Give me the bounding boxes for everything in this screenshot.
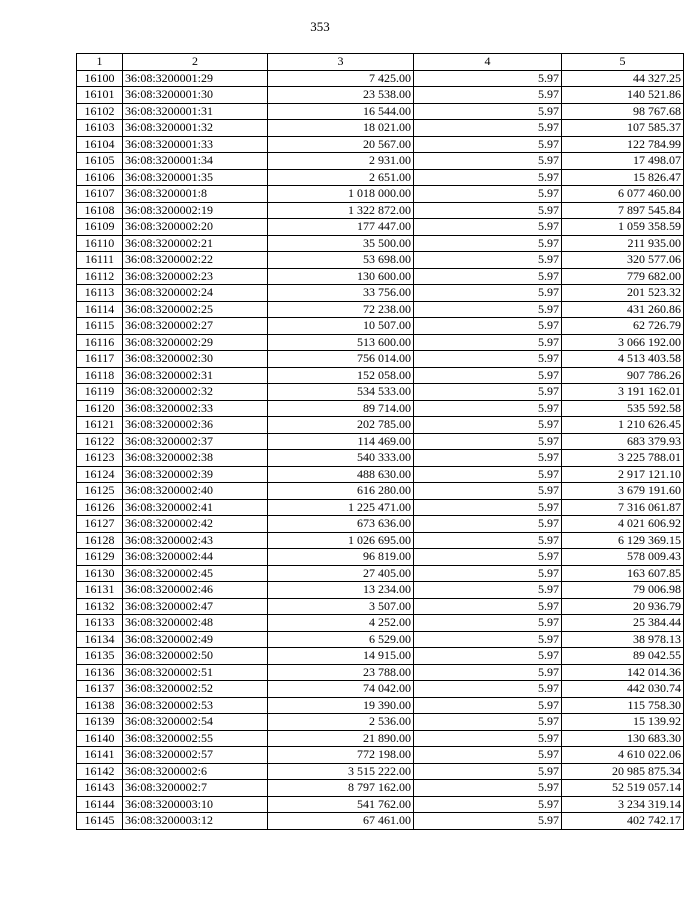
cadastral-number-cell: 36:08:3200002:22 xyxy=(123,252,268,269)
area-cell: 130 600.00 xyxy=(268,268,414,285)
row-number-cell: 16123 xyxy=(77,450,123,467)
area-cell: 1 018 000.00 xyxy=(268,186,414,203)
value-cell: 907 786.26 xyxy=(562,367,684,384)
area-cell: 540 333.00 xyxy=(268,450,414,467)
cadastral-number-cell: 36:08:3200002:43 xyxy=(123,532,268,549)
row-number-cell: 16131 xyxy=(77,582,123,599)
value-cell: 130 683.30 xyxy=(562,730,684,747)
table-row xyxy=(77,285,684,302)
area-cell: 616 280.00 xyxy=(268,483,414,500)
cadastral-number-cell: 36:08:3200002:29 xyxy=(123,334,268,351)
table-row xyxy=(77,813,684,830)
cadastral-number-cell: 36:08:3200003:10 xyxy=(123,796,268,813)
area-cell: 6 529.00 xyxy=(268,631,414,648)
value-cell: 15 139.92 xyxy=(562,714,684,731)
cadastral-number-cell: 36:08:3200002:19 xyxy=(123,202,268,219)
area-cell: 7 425.00 xyxy=(268,70,414,87)
cadastral-number-cell: 36:08:3200002:36 xyxy=(123,417,268,434)
rate-cell: 5.97 xyxy=(414,367,562,384)
rate-cell: 5.97 xyxy=(414,136,562,153)
value-cell: 201 523.32 xyxy=(562,285,684,302)
row-number-cell: 16102 xyxy=(77,103,123,120)
cadastral-number-cell: 36:08:3200001:35 xyxy=(123,169,268,186)
value-cell: 3 066 192.00 xyxy=(562,334,684,351)
value-cell: 779 682.00 xyxy=(562,268,684,285)
table-row xyxy=(77,351,684,368)
table-row xyxy=(77,70,684,87)
table-row xyxy=(77,631,684,648)
table-row xyxy=(77,549,684,566)
value-cell: 15 826.47 xyxy=(562,169,684,186)
table-row xyxy=(77,697,684,714)
rate-cell: 5.97 xyxy=(414,664,562,681)
row-number-cell: 16117 xyxy=(77,351,123,368)
row-number-cell: 16128 xyxy=(77,532,123,549)
table-row xyxy=(77,780,684,797)
cadastral-number-cell: 36:08:3200001:8 xyxy=(123,186,268,203)
value-cell: 17 498.07 xyxy=(562,153,684,170)
table-row xyxy=(77,747,684,764)
row-number-cell: 16122 xyxy=(77,433,123,450)
row-number-cell: 16133 xyxy=(77,615,123,632)
value-cell: 20 985 875.34 xyxy=(562,763,684,780)
rate-cell: 5.97 xyxy=(414,433,562,450)
area-cell: 2 536.00 xyxy=(268,714,414,731)
column-header-5: 5 xyxy=(562,54,684,71)
rate-cell: 5.97 xyxy=(414,351,562,368)
table-row xyxy=(77,648,684,665)
area-cell: 1 026 695.00 xyxy=(268,532,414,549)
table-row xyxy=(77,136,684,153)
area-cell: 1 225 471.00 xyxy=(268,499,414,516)
area-cell: 13 234.00 xyxy=(268,582,414,599)
table-row xyxy=(77,796,684,813)
value-cell: 142 014.36 xyxy=(562,664,684,681)
area-cell: 23 538.00 xyxy=(268,87,414,104)
rate-cell: 5.97 xyxy=(414,202,562,219)
value-cell: 122 784.99 xyxy=(562,136,684,153)
cadastral-number-cell: 36:08:3200002:40 xyxy=(123,483,268,500)
rate-cell: 5.97 xyxy=(414,301,562,318)
cadastral-number-cell: 36:08:3200002:38 xyxy=(123,450,268,467)
rate-cell: 5.97 xyxy=(414,87,562,104)
area-cell: 74 042.00 xyxy=(268,681,414,698)
value-cell: 3 234 319.14 xyxy=(562,796,684,813)
row-number-cell: 16101 xyxy=(77,87,123,104)
row-number-cell: 16103 xyxy=(77,120,123,137)
column-header-4: 4 xyxy=(414,54,562,71)
rate-cell: 5.97 xyxy=(414,417,562,434)
row-number-cell: 16127 xyxy=(77,516,123,533)
value-cell: 211 935.00 xyxy=(562,235,684,252)
cadastral-number-cell: 36:08:3200002:54 xyxy=(123,714,268,731)
table-row xyxy=(77,466,684,483)
table-row xyxy=(77,681,684,698)
row-number-cell: 16106 xyxy=(77,169,123,186)
cadastral-number-cell: 36:08:3200002:27 xyxy=(123,318,268,335)
area-cell: 89 714.00 xyxy=(268,400,414,417)
value-cell: 107 585.37 xyxy=(562,120,684,137)
table-row xyxy=(77,499,684,516)
value-cell: 431 260.86 xyxy=(562,301,684,318)
table-row xyxy=(77,384,684,401)
value-cell: 4 021 606.92 xyxy=(562,516,684,533)
cadastral-number-cell: 36:08:3200002:57 xyxy=(123,747,268,764)
value-cell: 6 077 460.00 xyxy=(562,186,684,203)
rate-cell: 5.97 xyxy=(414,697,562,714)
row-number-cell: 16118 xyxy=(77,367,123,384)
page-number: 353 xyxy=(310,19,330,34)
table-row xyxy=(77,714,684,731)
value-cell: 578 009.43 xyxy=(562,549,684,566)
area-cell: 202 785.00 xyxy=(268,417,414,434)
value-cell: 38 978.13 xyxy=(562,631,684,648)
area-cell: 673 636.00 xyxy=(268,516,414,533)
rate-cell: 5.97 xyxy=(414,813,562,830)
cadastral-number-cell: 36:08:3200002:25 xyxy=(123,301,268,318)
row-number-cell: 16144 xyxy=(77,796,123,813)
area-cell: 177 447.00 xyxy=(268,219,414,236)
value-cell: 89 042.55 xyxy=(562,648,684,665)
row-number-cell: 16107 xyxy=(77,186,123,203)
value-cell: 442 030.74 xyxy=(562,681,684,698)
cadastral-number-cell: 36:08:3200002:7 xyxy=(123,780,268,797)
value-cell: 3 225 788.01 xyxy=(562,450,684,467)
value-cell: 7 316 061.87 xyxy=(562,499,684,516)
value-cell: 3 191 162.01 xyxy=(562,384,684,401)
cadastral-number-cell: 36:08:3200002:32 xyxy=(123,384,268,401)
cadastral-number-cell: 36:08:3200002:20 xyxy=(123,219,268,236)
cadastral-number-cell: 36:08:3200002:42 xyxy=(123,516,268,533)
value-cell: 62 726.79 xyxy=(562,318,684,335)
table-row xyxy=(77,450,684,467)
value-cell: 6 129 369.15 xyxy=(562,532,684,549)
row-number-cell: 16124 xyxy=(77,466,123,483)
rate-cell: 5.97 xyxy=(414,499,562,516)
rate-cell: 5.97 xyxy=(414,582,562,599)
area-cell: 96 819.00 xyxy=(268,549,414,566)
cadastral-number-cell: 36:08:3200001:30 xyxy=(123,87,268,104)
area-cell: 152 058.00 xyxy=(268,367,414,384)
value-cell: 7 897 545.84 xyxy=(562,202,684,219)
cadastral-number-cell: 36:08:3200001:34 xyxy=(123,153,268,170)
area-cell: 16 544.00 xyxy=(268,103,414,120)
area-cell: 21 890.00 xyxy=(268,730,414,747)
row-number-cell: 16115 xyxy=(77,318,123,335)
table-row xyxy=(77,598,684,615)
row-number-cell: 16110 xyxy=(77,235,123,252)
row-number-cell: 16121 xyxy=(77,417,123,434)
row-number-cell: 16111 xyxy=(77,252,123,269)
value-cell: 3 679 191.60 xyxy=(562,483,684,500)
row-number-cell: 16120 xyxy=(77,400,123,417)
rate-cell: 5.97 xyxy=(414,780,562,797)
table-row xyxy=(77,730,684,747)
table-header-row xyxy=(77,54,684,71)
area-cell: 513 600.00 xyxy=(268,334,414,351)
rate-cell: 5.97 xyxy=(414,169,562,186)
value-cell: 98 767.68 xyxy=(562,103,684,120)
area-cell: 3 515 222.00 xyxy=(268,763,414,780)
area-cell: 18 021.00 xyxy=(268,120,414,137)
area-cell: 53 698.00 xyxy=(268,252,414,269)
row-number-cell: 16112 xyxy=(77,268,123,285)
row-number-cell: 16136 xyxy=(77,664,123,681)
value-cell: 25 384.44 xyxy=(562,615,684,632)
row-number-cell: 16134 xyxy=(77,631,123,648)
table-row xyxy=(77,763,684,780)
rate-cell: 5.97 xyxy=(414,153,562,170)
cadastral-number-cell: 36:08:3200002:45 xyxy=(123,565,268,582)
cadastral-number-cell: 36:08:3200002:33 xyxy=(123,400,268,417)
table-row xyxy=(77,202,684,219)
table-body xyxy=(77,70,684,829)
value-cell: 320 577.06 xyxy=(562,252,684,269)
table-row xyxy=(77,103,684,120)
table-row xyxy=(77,532,684,549)
rate-cell: 5.97 xyxy=(414,631,562,648)
area-cell: 19 390.00 xyxy=(268,697,414,714)
row-number-cell: 16130 xyxy=(77,565,123,582)
value-cell: 140 521.86 xyxy=(562,87,684,104)
table-row xyxy=(77,664,684,681)
table-row xyxy=(77,219,684,236)
row-number-cell: 16140 xyxy=(77,730,123,747)
rate-cell: 5.97 xyxy=(414,483,562,500)
rate-cell: 5.97 xyxy=(414,516,562,533)
cadastral-number-cell: 36:08:3200002:50 xyxy=(123,648,268,665)
area-cell: 2 931.00 xyxy=(268,153,414,170)
area-cell: 23 788.00 xyxy=(268,664,414,681)
table-row xyxy=(77,252,684,269)
row-number-cell: 16132 xyxy=(77,598,123,615)
rate-cell: 5.97 xyxy=(414,730,562,747)
table-row xyxy=(77,516,684,533)
area-cell: 772 198.00 xyxy=(268,747,414,764)
area-cell: 541 762.00 xyxy=(268,796,414,813)
area-cell: 8 797 162.00 xyxy=(268,780,414,797)
table-row xyxy=(77,334,684,351)
cadastral-number-cell: 36:08:3200002:6 xyxy=(123,763,268,780)
area-cell: 72 238.00 xyxy=(268,301,414,318)
area-cell: 3 507.00 xyxy=(268,598,414,615)
row-number-cell: 16109 xyxy=(77,219,123,236)
area-cell: 14 915.00 xyxy=(268,648,414,665)
cadastral-number-cell: 36:08:3200003:12 xyxy=(123,813,268,830)
value-cell: 1 059 358.59 xyxy=(562,219,684,236)
column-header-2: 2 xyxy=(123,54,268,71)
table-row xyxy=(77,301,684,318)
value-cell: 4 610 022.06 xyxy=(562,747,684,764)
column-header-1: 1 xyxy=(77,54,123,71)
cadastral-number-cell: 36:08:3200002:23 xyxy=(123,268,268,285)
area-cell: 35 500.00 xyxy=(268,235,414,252)
area-cell: 20 567.00 xyxy=(268,136,414,153)
cadastral-number-cell: 36:08:3200002:48 xyxy=(123,615,268,632)
row-number-cell: 16139 xyxy=(77,714,123,731)
column-header-3: 3 xyxy=(268,54,414,71)
rate-cell: 5.97 xyxy=(414,186,562,203)
rate-cell: 5.97 xyxy=(414,532,562,549)
rate-cell: 5.97 xyxy=(414,219,562,236)
row-number-cell: 16114 xyxy=(77,301,123,318)
cadastral-number-cell: 36:08:3200002:39 xyxy=(123,466,268,483)
rate-cell: 5.97 xyxy=(414,70,562,87)
area-cell: 67 461.00 xyxy=(268,813,414,830)
table-row xyxy=(77,153,684,170)
area-cell: 534 533.00 xyxy=(268,384,414,401)
area-cell: 27 405.00 xyxy=(268,565,414,582)
rate-cell: 5.97 xyxy=(414,235,562,252)
rate-cell: 5.97 xyxy=(414,747,562,764)
cadastral-number-cell: 36:08:3200002:41 xyxy=(123,499,268,516)
rate-cell: 5.97 xyxy=(414,268,562,285)
row-number-cell: 16100 xyxy=(77,70,123,87)
row-number-cell: 16105 xyxy=(77,153,123,170)
row-number-cell: 16137 xyxy=(77,681,123,698)
table-row xyxy=(77,120,684,137)
row-number-cell: 16125 xyxy=(77,483,123,500)
table-row xyxy=(77,565,684,582)
cadastral-number-cell: 36:08:3200002:21 xyxy=(123,235,268,252)
row-number-cell: 16141 xyxy=(77,747,123,764)
row-number-cell: 16104 xyxy=(77,136,123,153)
cadastral-number-cell: 36:08:3200002:30 xyxy=(123,351,268,368)
value-cell: 402 742.17 xyxy=(562,813,684,830)
area-cell: 488 630.00 xyxy=(268,466,414,483)
table-row xyxy=(77,367,684,384)
rate-cell: 5.97 xyxy=(414,681,562,698)
rate-cell: 5.97 xyxy=(414,615,562,632)
table-row xyxy=(77,169,684,186)
table-row xyxy=(77,615,684,632)
table-row xyxy=(77,417,684,434)
value-cell: 163 607.85 xyxy=(562,565,684,582)
area-cell: 756 014.00 xyxy=(268,351,414,368)
table-row xyxy=(77,433,684,450)
table-row xyxy=(77,87,684,104)
cadastral-number-cell: 36:08:3200001:33 xyxy=(123,136,268,153)
value-cell: 535 592.58 xyxy=(562,400,684,417)
row-number-cell: 16138 xyxy=(77,697,123,714)
row-number-cell: 16142 xyxy=(77,763,123,780)
table-row xyxy=(77,268,684,285)
value-cell: 2 917 121.10 xyxy=(562,466,684,483)
cadastral-number-cell: 36:08:3200002:53 xyxy=(123,697,268,714)
area-cell: 33 756.00 xyxy=(268,285,414,302)
data-table xyxy=(76,53,684,830)
rate-cell: 5.97 xyxy=(414,120,562,137)
rate-cell: 5.97 xyxy=(414,648,562,665)
rate-cell: 5.97 xyxy=(414,598,562,615)
cadastral-number-cell: 36:08:3200002:55 xyxy=(123,730,268,747)
rate-cell: 5.97 xyxy=(414,252,562,269)
cadastral-number-cell: 36:08:3200002:49 xyxy=(123,631,268,648)
row-number-cell: 16119 xyxy=(77,384,123,401)
cadastral-number-cell: 36:08:3200002:31 xyxy=(123,367,268,384)
rate-cell: 5.97 xyxy=(414,384,562,401)
cadastral-number-cell: 36:08:3200001:31 xyxy=(123,103,268,120)
row-number-cell: 16108 xyxy=(77,202,123,219)
area-cell: 1 322 872.00 xyxy=(268,202,414,219)
table-row xyxy=(77,186,684,203)
value-cell: 4 513 403.58 xyxy=(562,351,684,368)
table-row xyxy=(77,483,684,500)
area-cell: 10 507.00 xyxy=(268,318,414,335)
value-cell: 52 519 057.14 xyxy=(562,780,684,797)
table-row xyxy=(77,235,684,252)
row-number-cell: 16113 xyxy=(77,285,123,302)
value-cell: 79 006.98 xyxy=(562,582,684,599)
rate-cell: 5.97 xyxy=(414,334,562,351)
table-row xyxy=(77,400,684,417)
value-cell: 683 379.93 xyxy=(562,433,684,450)
area-cell: 2 651.00 xyxy=(268,169,414,186)
cadastral-number-cell: 36:08:3200002:47 xyxy=(123,598,268,615)
rate-cell: 5.97 xyxy=(414,565,562,582)
value-cell: 1 210 626.45 xyxy=(562,417,684,434)
area-cell: 4 252.00 xyxy=(268,615,414,632)
table-row xyxy=(77,318,684,335)
rate-cell: 5.97 xyxy=(414,318,562,335)
cadastral-number-cell: 36:08:3200001:32 xyxy=(123,120,268,137)
cadastral-number-cell: 36:08:3200002:51 xyxy=(123,664,268,681)
rate-cell: 5.97 xyxy=(414,450,562,467)
row-number-cell: 16143 xyxy=(77,780,123,797)
cadastral-number-cell: 36:08:3200002:44 xyxy=(123,549,268,566)
cadastral-number-cell: 36:08:3200002:37 xyxy=(123,433,268,450)
area-cell: 114 469.00 xyxy=(268,433,414,450)
row-number-cell: 16126 xyxy=(77,499,123,516)
value-cell: 20 936.79 xyxy=(562,598,684,615)
row-number-cell: 16135 xyxy=(77,648,123,665)
value-cell: 115 758.30 xyxy=(562,697,684,714)
rate-cell: 5.97 xyxy=(414,466,562,483)
rate-cell: 5.97 xyxy=(414,285,562,302)
rate-cell: 5.97 xyxy=(414,796,562,813)
cadastral-number-cell: 36:08:3200002:52 xyxy=(123,681,268,698)
rate-cell: 5.97 xyxy=(414,400,562,417)
cadastral-number-cell: 36:08:3200002:24 xyxy=(123,285,268,302)
rate-cell: 5.97 xyxy=(414,763,562,780)
rate-cell: 5.97 xyxy=(414,714,562,731)
table-row xyxy=(77,582,684,599)
rate-cell: 5.97 xyxy=(414,549,562,566)
rate-cell: 5.97 xyxy=(414,103,562,120)
cadastral-number-cell: 36:08:3200001:29 xyxy=(123,70,268,87)
row-number-cell: 16116 xyxy=(77,334,123,351)
row-number-cell: 16145 xyxy=(77,813,123,830)
cadastral-number-cell: 36:08:3200002:46 xyxy=(123,582,268,599)
row-number-cell: 16129 xyxy=(77,549,123,566)
value-cell: 44 327.25 xyxy=(562,70,684,87)
